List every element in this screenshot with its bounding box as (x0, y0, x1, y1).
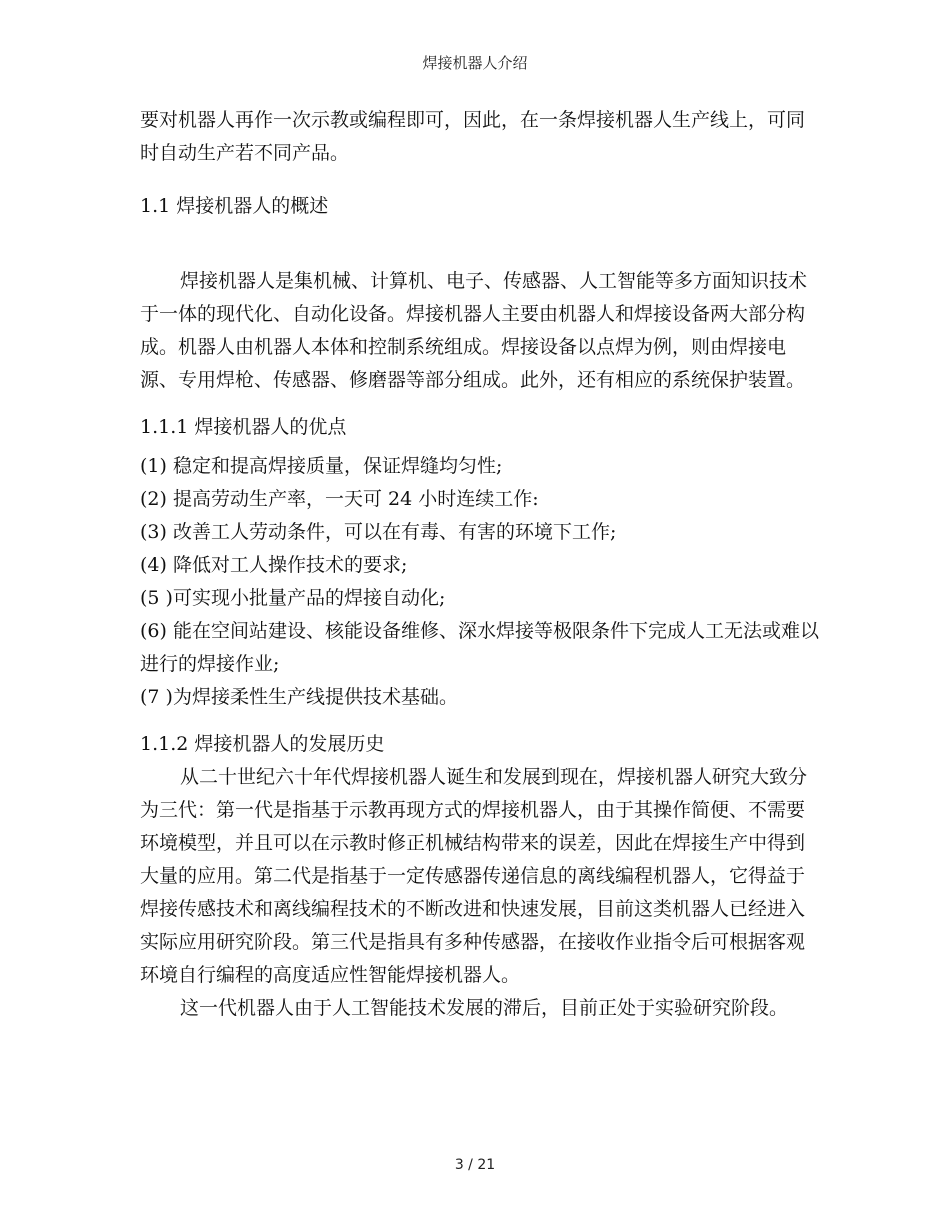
section-1-1-2-paragraph-1: 从二十世纪六十年代焊接机器人诞生和发展到现在，焊接机器人研究大致分为三代：第一代是指基于示教再现方式的焊接机器人，由于其操作简便、不需要环境模型，并且可以在示教时修正机械结构带来的误差，因此在焊接生产中得到大量的应用。第二代是指基于一定传感器传递信息的离线编程机器人，它得益于焊接传感技术和离线编程技术的不断改进和快速发展，目前这类机器人已经进入实际应用研究阶段。第三代是指具有多种传感器，在接收作业指令后可根据客观环境自行编程的高度适应性智能焊接机器人。 (140, 766, 808, 986)
page-number: 3 / 21 (454, 1157, 496, 1173)
section-heading-1-1-1: 1.1.1 焊接机器人的优点 (140, 416, 347, 438)
list-item: (5 )可实现小批量产品的焊接自动化; (140, 587, 446, 609)
advantages-list (140, 450, 820, 714)
intro-paragraph: 要对机器人再作一次示教或编程即可，因此，在一条焊接机器人生产线上，可同时自动生产若不同产品。 (140, 109, 806, 164)
page-header (0, 52, 950, 73)
page-footer (0, 1157, 950, 1173)
section-1-1-2-paragraph-2: 这一代机器人由于人工智能技术发展的滞后，目前正处于实验研究阶段。 (180, 997, 789, 1019)
list-item: (6) 能在空间站建设、核能设备维修、深水焊接等极限条件下完成人工无法或难以进行的焊接作业; (140, 620, 819, 675)
section-heading-1-1-2: 1.1.2 焊接机器人的发展历史 (140, 733, 385, 755)
section-1-1-paragraph: 焊接机器人是集机械、计算机、电子、传感器、人工智能等多方面知识技术于一体的现代化、自动化设备。焊接机器人主要由机器人和焊接设备两大部分构成。机器人由机器人本体和控制系统组成。焊接设备以点焊为例，则由焊接电源、专用焊枪、传感器、修磨器等部分组成。此外，还有相应的系统保护装置。 (140, 270, 808, 391)
section-heading-1-1: 1.1 焊接机器人的概述 (140, 195, 329, 217)
list-item: (2) 提高劳动生产率，一天可 24 小时连续工作: (140, 488, 539, 510)
list-item: (4) 降低对工人操作技术的要求; (140, 554, 408, 576)
document-body (140, 104, 820, 1025)
list-item: (7 )为焊接柔性生产线提供技术基础。 (140, 686, 458, 708)
list-item: (1) 稳定和提高焊接质量，保证焊缝均匀性; (140, 455, 503, 477)
list-item: (3) 改善工人劳动条件，可以在有毒、有害的环境下工作; (140, 521, 617, 543)
header-title: 焊接机器人介绍 (422, 54, 528, 72)
